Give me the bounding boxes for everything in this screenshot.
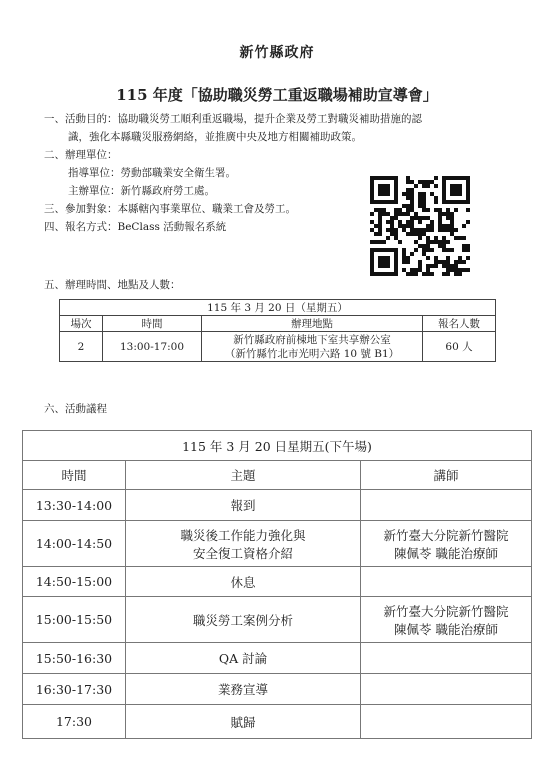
speaker-name: 陳佩苓 職能治療師	[394, 545, 498, 561]
host-unit: 主辦單位：新竹縣政府勞工處。	[68, 185, 215, 197]
qr-code-icon[interactable]	[370, 176, 470, 276]
agenda-header: 講師	[361, 461, 532, 490]
venue-table	[59, 299, 496, 362]
venue-header: 場次	[60, 316, 103, 332]
agenda-speaker	[361, 674, 532, 705]
venue-header: 報名人數	[423, 316, 496, 332]
venue-date: 115 年 3 月 20 日（星期五）	[60, 300, 496, 316]
agenda-topic: 報到	[126, 490, 361, 521]
venue-count: 60 人	[423, 332, 496, 362]
venue-place	[202, 332, 423, 362]
organization-name: 新竹縣政府	[239, 45, 315, 61]
venue-header: 時間	[103, 316, 202, 332]
document-title: 115 年度「協助職災勞工重返職場補助宣導會」	[116, 86, 438, 104]
speaker-affiliation: 新竹臺大分院新竹醫院	[383, 603, 509, 619]
speaker-name: 陳佩苓 職能治療師	[394, 621, 498, 637]
agenda-topic: 職災勞工案例分析	[126, 597, 361, 643]
guiding-unit: 指導單位：勞動部職業安全衛生署。	[68, 167, 236, 179]
agenda-speaker	[361, 597, 532, 643]
agenda-time: 14:50-15:00	[23, 567, 126, 597]
registration-method: 四、報名方式：BeClass 活動報名系統	[44, 221, 227, 233]
agenda-header: 主題	[126, 461, 361, 490]
agenda-topic: 賦歸	[126, 705, 361, 739]
agenda-speaker	[361, 643, 532, 674]
agenda-time: 16:30-17:30	[23, 674, 126, 705]
venue-time: 13:00-17:00	[103, 332, 202, 362]
agenda-title: 115 年 3 月 20 日星期五(下午場)	[23, 431, 532, 461]
agenda-topic: 業務宣導	[126, 674, 361, 705]
agenda-table	[22, 430, 532, 739]
agenda-heading: 六、活動議程	[44, 403, 107, 415]
venue-session: 2	[60, 332, 103, 362]
agenda-speaker	[361, 705, 532, 739]
organizer-heading: 二、辦理單位：	[44, 149, 118, 161]
agenda-topic-line-2: 安全復工資格介紹	[192, 545, 293, 561]
agenda-speaker	[361, 567, 532, 597]
venue-place-line-1: 新竹縣政府前棟地下室共享辦公室	[233, 333, 391, 346]
agenda-speaker	[361, 521, 532, 567]
agenda-time: 13:30-14:00	[23, 490, 126, 521]
agenda-topic-line-1: 職災後工作能力強化與	[180, 527, 306, 543]
agenda-time: 17:30	[23, 705, 126, 739]
agenda-time: 15:50-16:30	[23, 643, 126, 674]
agenda-topic: QA 討論	[126, 643, 361, 674]
schedule-heading: 五、辦理時間、地點及人數：	[44, 279, 181, 291]
agenda-topic	[126, 521, 361, 567]
agenda-time: 15:00-15:50	[23, 597, 126, 643]
agenda-topic: 休息	[126, 567, 361, 597]
participants: 三、參加對象：本縣轄內事業單位、職業工會及勞工。	[44, 203, 296, 215]
venue-header: 辦理地點	[202, 316, 423, 332]
agenda-header: 時間	[23, 461, 126, 490]
agenda-time: 14:00-14:50	[23, 521, 126, 567]
venue-place-line-2: （新竹縣竹北市光明六路 10 號 B1）	[224, 347, 400, 360]
speaker-affiliation: 新竹臺大分院新竹醫院	[383, 527, 509, 543]
purpose-line-1: 一、活動目的：協助職災勞工順利重返職場，提升企業及勞工對職災補助措施的認	[44, 113, 422, 125]
purpose-line-2: 識，強化本縣職災服務網絡，並推廣中央及地方相關補助政策。	[68, 131, 362, 143]
agenda-speaker	[361, 490, 532, 521]
